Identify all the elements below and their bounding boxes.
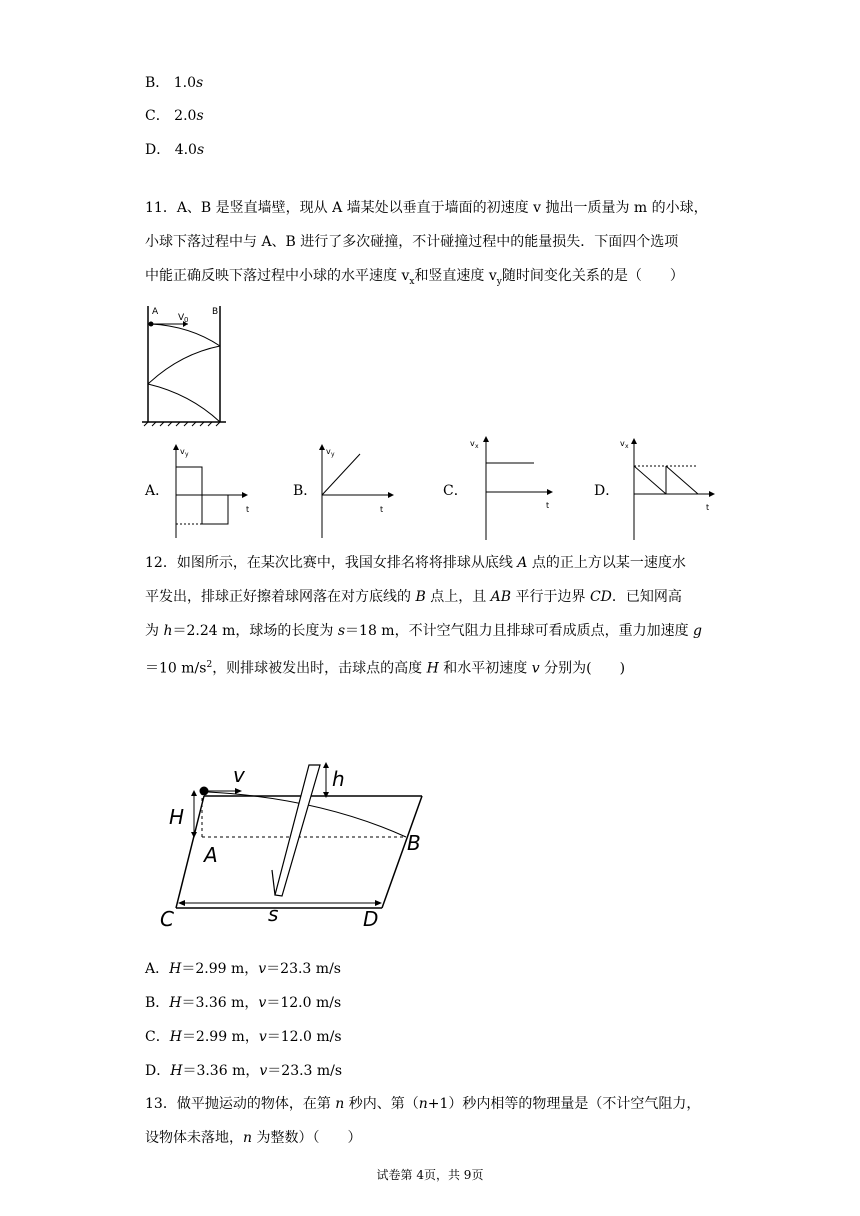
- q11-choice-d-letter: D．: [594, 483, 620, 499]
- q12-option-b[interactable]: B．H＝3.36 m，v＝12.0 m/s: [145, 995, 342, 1011]
- svg-text:0: 0: [184, 316, 189, 324]
- svg-text:t: t: [380, 505, 384, 514]
- svg-text:v: v: [326, 447, 331, 456]
- q11-choice-d-graph: [620, 432, 726, 542]
- svg-text:v: v: [180, 447, 185, 456]
- point-a-label: A: [204, 843, 218, 867]
- v-label: v: [233, 763, 245, 787]
- svg-text:v: v: [470, 439, 475, 448]
- svg-text:x: x: [475, 443, 479, 450]
- q12-court-figure: [160, 758, 460, 938]
- point-d-label: D: [363, 907, 379, 931]
- svg-text:t: t: [706, 503, 710, 512]
- question-12-text: 12．如图所示，在某次比赛中，我国女排名将将排球从底线 A 点的正上方以某一速度水 平发出，排球正好擦着球网落在对方底线的 B 点上，且 AB 平行于边界 CD．已知网高 为 h＝2.24 m，球场的长度为 s＝18 m，不计空气阻力且排球可看成质点，重力加速度 g ＝10 $m/s^2$，则排球被发出时，击球点的高度 H 和水平初速度 v 分别为( ): [145, 555, 702, 677]
- prev-option-b: B． 1.0s: [145, 75, 204, 91]
- prev-option-d: D． 4.0s: [145, 142, 205, 158]
- wall-b-label: B: [212, 307, 219, 317]
- svg-text:y: y: [185, 451, 189, 458]
- q11-choice-c-graph: [470, 432, 568, 542]
- svg-text:y: y: [331, 451, 335, 458]
- prev-option-c: C． 2.0s: [145, 108, 204, 124]
- question-13-text: 13．做平抛运动的物体，在第 n 秒内、第（n+1）秒内相等的物理量是（不计空气阻力， 设物体未落地，n 为整数）（ ）: [145, 1096, 701, 1146]
- s-label: s: [268, 902, 279, 926]
- q12-option-a[interactable]: A．H＝2.99 m，v＝23.3 m/s: [145, 961, 341, 977]
- q12-option-c[interactable]: C．H＝2.99 m，v＝12.0 m/s: [145, 1029, 342, 1045]
- q11-wall-figure: [140, 302, 240, 432]
- point-c-label: C: [160, 907, 174, 931]
- v0-label: V: [178, 313, 185, 323]
- svg-text:x: x: [625, 443, 629, 450]
- point-b-label: B: [407, 831, 421, 855]
- wall-a-label: A: [152, 307, 159, 317]
- q11-choice-b-letter: B．: [293, 483, 318, 499]
- page-footer: 试卷第 4页，共 9页: [376, 1168, 484, 1182]
- svg-text:v: v: [620, 439, 625, 448]
- svg-text:t: t: [546, 501, 550, 510]
- volleyball-icon: [200, 787, 209, 796]
- H-label: H: [169, 805, 185, 829]
- svg-text:t: t: [246, 505, 250, 514]
- question-11-text: 11．A、B 是竖直墙壁，现从 A 墙某处以垂直于墙面的初速度 v 抛出一质量为 m 的小球， 小球下落过程中与 A、B 进行了多次碰撞，不计碰撞过程中的能量损失．下面四个选项 中能正确反映下落过程中小球的水平速度 $v_x$和竖直速度 $v_y$随时间变化关系的是（ ）: [145, 200, 708, 287]
- h-label: h: [332, 767, 345, 791]
- q11-choice-c-letter: C．: [443, 483, 468, 499]
- q11-choice-a-letter: A．: [145, 483, 170, 499]
- q12-option-d[interactable]: D．H＝3.36 m，v＝23.3 m/s: [145, 1063, 343, 1079]
- q11-choice-a-graph: [168, 440, 258, 540]
- q11-choice-b-graph: [314, 440, 404, 540]
